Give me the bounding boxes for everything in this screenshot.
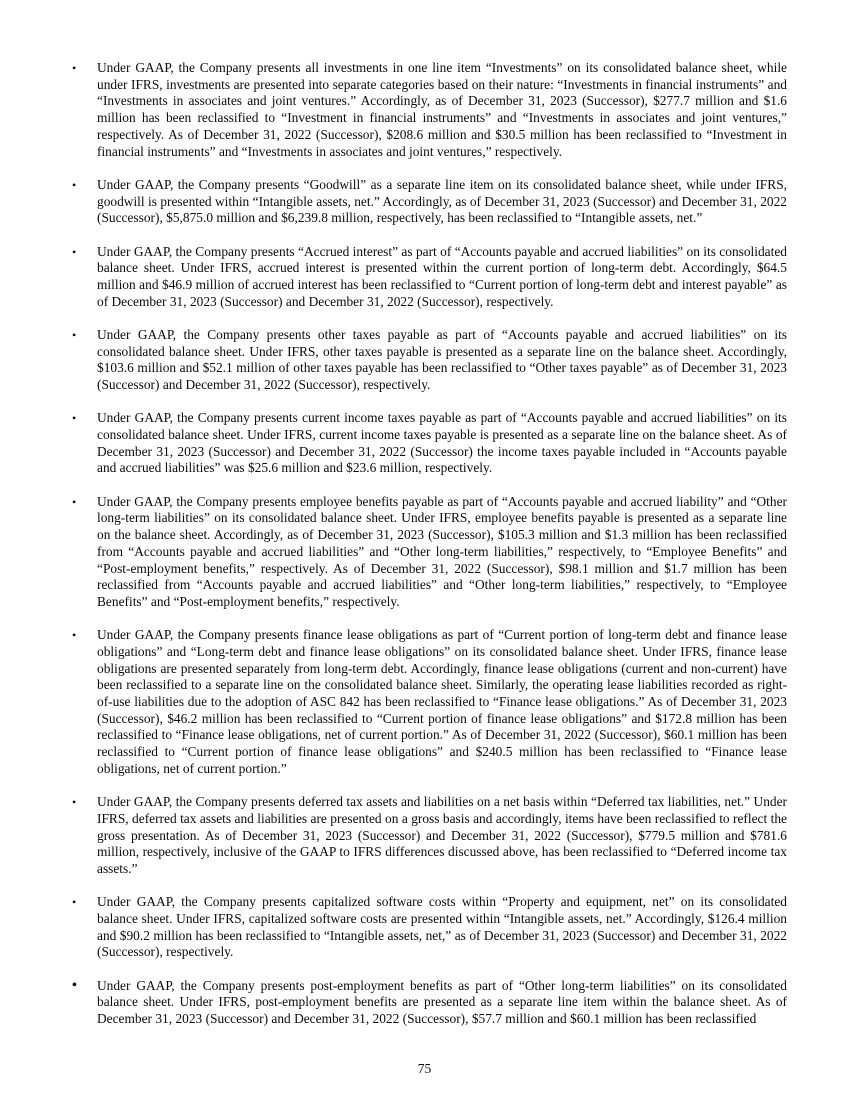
bullet-item	[72, 176, 787, 227]
bullet-list	[72, 60, 787, 1028]
bullet-text: Under GAAP, the Company presents finance lease obligations as part of “Current portion of long-term debt and finance lease obligations” and “Long-term debt and finance lease obligations” on its consolidated balance sheet. Under IFRS, finance lease obligations are presented separately from long-term debt. Accordingly, finance lease obligations (current and non-current) have been reclassified to a separate line on the consolidated balance sheet. Similarly, the operating lease liabilities recorded as right-of-use liabilities due to the adoption of ASC 842 has been reclassified to “Finance lease obligations.” As of December 31, 2023 (Successor), $46.2 million has been reclassified to “Current portion of finance lease obligations” and $172.8 million has been reclassified to “Finance lease obligations, net of current portion.” As of December 31, 2022 (Successor), $60.1 million has been reclassified to “Current portion of finance lease obligations” and $240.5 million has been reclassified to “Finance lease obligations, net of current portion.”	[97, 627, 787, 776]
bullet-item	[72, 243, 787, 311]
bullet-icon: •	[72, 411, 77, 426]
bullet-text: Under GAAP, the Company presents “Accrued interest” as part of “Accounts payable and accrued liabilities” on its consolidated balance sheet. Under IFRS, accrued interest is presented within the current portion of long-term debt. Accordingly, $64.5 million and $46.9 million of accrued interest has been reclassified to “Current portion of long-term debt and interest payable” as of December 31, 2023 (Successor) and December 31, 2022 (Successor), respectively.	[97, 243, 787, 309]
bullet-icon: •	[72, 628, 77, 643]
bullet-icon: •	[72, 795, 77, 810]
bullet-text: Under GAAP, the Company presents “Goodwill” as a separate line item on its consolidated balance sheet, while under IFRS, goodwill is presented within “Intangible assets, net.” Accordingly, as of December 31, 2023 (Successor) and December 31, 2022 (Successor), $5,875.0 million and $6,239.8 million, respectively, has been reclassified to “Intangible assets, net.”	[97, 176, 787, 226]
bullet-icon: •	[72, 244, 77, 259]
bullet-item	[72, 60, 787, 160]
bullet-item	[72, 627, 787, 777]
bullet-text: Under GAAP, the Company presents deferred tax assets and liabilities on a net basis within “Deferred tax liabilities, net.” Under IFRS, deferred tax assets and liabilities are presented on a gross basis and accordingly, items have been reclassified to reflect the gross presentation. As of December 31, 2023 (Successor) and December 31, 2022 (Successor), $779.5 million and $781.6 million, respectively, inclusive of the GAAP to IFRS differences discussed above, has been reclassified to “Deferred income tax assets.”	[97, 794, 787, 876]
bullet-icon: •	[72, 177, 77, 192]
bullet-item	[72, 794, 787, 878]
page-number: 75	[417, 1061, 432, 1076]
bullet-text: Under GAAP, the Company presents other taxes payable as part of “Accounts payable and accrued liabilities” on its consolidated balance sheet. Under IFRS, other taxes payable is presented as a separate line on the balance sheet. Accordingly, $103.6 million and $52.1 million of other taxes payable has been reclassified to “Other taxes payable” as of December 31, 2023 (Successor) and December 31, 2022 (Successor), respectively.	[97, 326, 787, 393]
bullet-text: Under GAAP, the Company presents current income taxes payable as part of “Accounts payable and accrued liabilities” on its consolidated balance sheet. Under IFRS, current income taxes payable is presented as a separate line on the balance sheet. As of December 31, 2023 (Successor) and December 31, 2022 (Successor) the income taxes payable included in “Accounts payable and accrued liabilities” was $25.6 million and $23.6 million, respectively.	[97, 410, 787, 476]
bullet-item	[72, 977, 787, 1028]
bullet-item	[72, 894, 787, 961]
bullet-text: Under GAAP, the Company presents employee benefits payable as part of “Accounts payable and accrued liability” and “Other long-term liabilities” on its consolidated balance sheet. Under IFRS, employee benefits payable is presented as a separate line on the balance sheet. Accordingly, as of December 31, 2023 (Successor), $105.3 million and $1.3 million has been reclassified from “Accounts payable and accrued liabilities” and “Other long-term liabilities,” respectively, to “Employee Benefits” and “Post-employment benefits,” respectively. As of December 31, 2022 (Successor), $98.1 million and $1.7 million has been reclassified from “Accounts payable and accrued liabilities” and “Other long-term liabilities,” respectively, to “Employee Benefits” and “Post-employment benefits,” respectively.	[97, 493, 787, 609]
bullet-text: Under GAAP, the Company presents capitalized software costs within “Property and equipment, net” on its consolidated balance sheet. Under IFRS, capitalized software costs are presented within “Intangible assets, net.” Accordingly, $126.4 million and $90.2 million has been reclassified to “Intangible assets, net,” as of December 31, 2023 (Successor) and December 31, 2022 (Successor), respectively.	[97, 894, 787, 960]
bullet-icon: •	[72, 494, 77, 509]
bullet-text: Under GAAP, the Company presents all investments in one line item “Investments” on its consolidated balance sheet, while under IFRS, investments are presented into separate categories based on their nature: “Investments in financial instruments” and “Investments in associates and joint ventures.” Accordingly, as of December 31, 2023 (Successor), $277.7 million and $1.6 million has been reclassified to “Investment in financial instruments” and “Investments in associates and joint ventures,” respectively. As of December 31, 2022 (Successor), $208.6 million and $30.5 million has been reclassified to “Investment in financial instruments” and “Investments in associates and joint ventures,” respectively.	[97, 60, 787, 159]
bullet-icon: •	[72, 327, 77, 342]
bullet-icon: •	[72, 895, 77, 910]
bullet-text: Under GAAP, the Company presents post-employment benefits as part of “Other long-term liabilities” on its consolidated balance sheet. Under IFRS, post-employment benefits are presented as a separate line item within the balance sheet. As of December 31, 2023 (Successor) and December 31, 2022 (Successor), $57.7 million and $60.1 million has been reclassified	[97, 977, 787, 1027]
bullet-item	[72, 410, 787, 477]
bullet-item	[72, 326, 787, 394]
bullet-icon: •	[72, 977, 77, 993]
bullet-icon: •	[72, 61, 77, 75]
bullet-item	[72, 493, 787, 611]
